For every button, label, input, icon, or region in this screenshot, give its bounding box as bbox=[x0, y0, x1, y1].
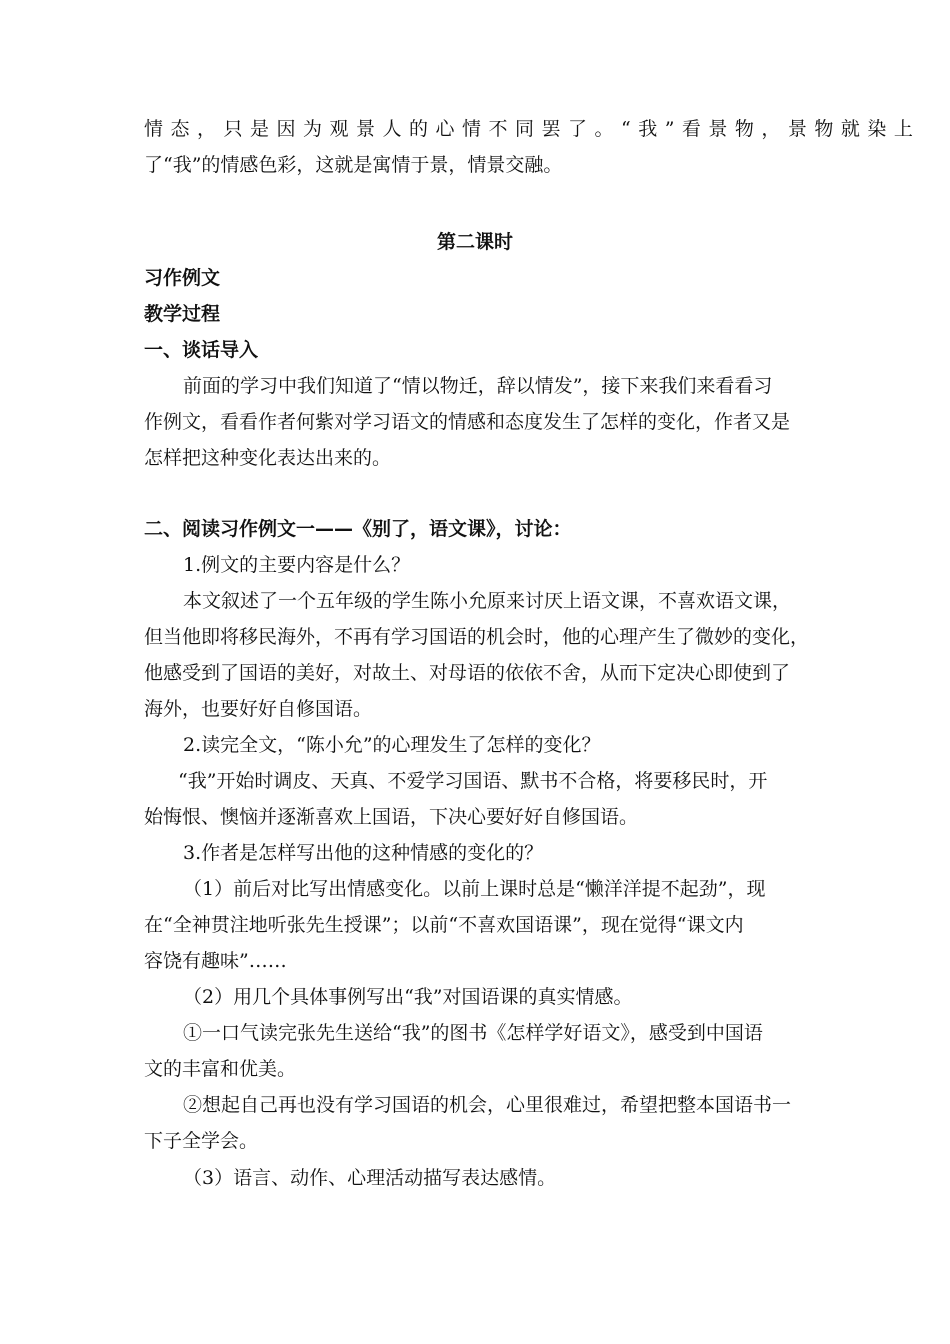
section-title: 习作例文 bbox=[144, 267, 221, 289]
process-title: 教学过程 bbox=[144, 303, 221, 325]
intro-line-1: 情态，只是因为观景人的心情不同罢了。“我”看景物，景物就染上 bbox=[144, 118, 921, 140]
part1-line-1: 前面的学习中我们知道了“情以物迁，辞以情发”，接下来我们来看看习 bbox=[183, 375, 773, 397]
answer-1-line-3: 他感受到了国语的美好，对故土、对母语的依依不舍，从而下定决心即使到了 bbox=[144, 662, 791, 684]
part1-heading: 一、谈话导入 bbox=[144, 339, 259, 361]
question-1: 1.例文的主要内容是什么？ bbox=[183, 554, 411, 576]
part1-line-3: 怎样把这种变化表达出来的。 bbox=[144, 447, 392, 469]
lesson-title: 第二课时 bbox=[436, 231, 513, 253]
point-2: （2）用几个具体事例写出“我”对国语课的真实情感。 bbox=[183, 986, 633, 1008]
intro-line-2: 了“我”的情感色彩，这就是寓情于景，情景交融。 bbox=[144, 154, 563, 176]
part1-line-2: 作例文，看看作者何紫对学习语文的情感和态度发生了怎样的变化，作者又是 bbox=[144, 411, 791, 433]
point-1-line-3: 容饶有趣味”…… bbox=[144, 950, 287, 972]
answer-1-line-4: 海外，也要好好自修国语。 bbox=[144, 698, 373, 720]
question-3: 3.作者是怎样写出他的这种情感的变化的？ bbox=[183, 842, 544, 864]
answer-2-line-2: 始悔恨、懊恼并逐渐喜欢上国语，下决心要好好自修国语。 bbox=[144, 806, 639, 828]
question-2: 2.读完全文，“陈小允”的心理发生了怎样的变化？ bbox=[183, 734, 601, 756]
example-1-line-2: 文的丰富和优美。 bbox=[144, 1058, 297, 1080]
point-1-line-1: （1）前后对比写出情感变化。以前上课时总是“懒洋洋提不起劲”，现 bbox=[183, 878, 766, 900]
part2-heading: 二、阅读习作例文一——《别了，语文课》，讨论： bbox=[144, 518, 572, 540]
example-1-line-1: ①一口气读完张先生送给“我”的图书《怎样学好语文》，感受到中国语 bbox=[183, 1022, 763, 1044]
answer-1-line-1: 本文叙述了一个五年级的学生陈小允原来讨厌上语文课，不喜欢语文课， bbox=[183, 590, 792, 612]
example-2-line-2: 下子全学会。 bbox=[144, 1130, 259, 1152]
answer-2-line-1: “我”开始时调皮、天真、不爱学习国语、默书不合格，将要移民时，开 bbox=[178, 770, 768, 792]
point-3: （3）语言、动作、心理活动描写表达感情。 bbox=[183, 1167, 557, 1189]
answer-1-line-2: 但当他即将移民海外，不再有学习国语的机会时，他的心理产生了微妙的变化， bbox=[144, 626, 810, 648]
point-1-line-2: 在“全神贯注地听张先生授课”；以前“不喜欢国语课”，现在觉得“课文内 bbox=[144, 914, 744, 936]
example-2-line-1: ②想起自己再也没有学习国语的机会，心里很难过，希望把整本国语书一 bbox=[183, 1094, 792, 1116]
